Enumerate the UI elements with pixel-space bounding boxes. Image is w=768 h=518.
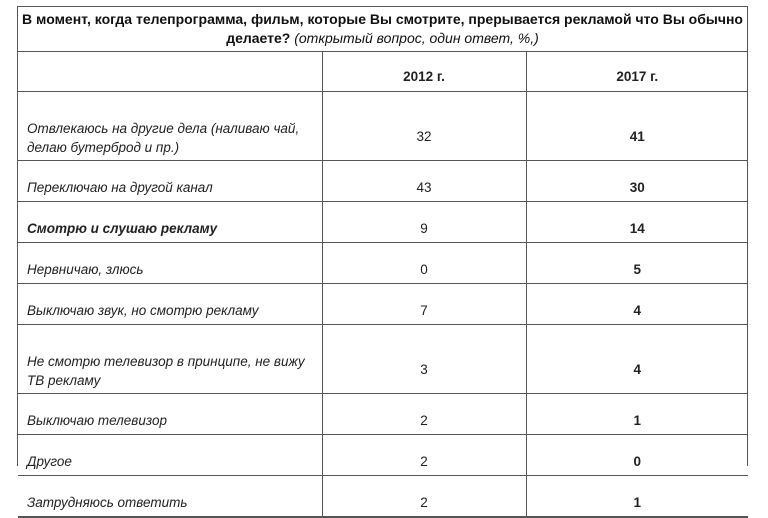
value-2017: 1 xyxy=(526,393,748,434)
value-2017: 14 xyxy=(526,201,748,242)
value-2012: 9 xyxy=(322,201,526,242)
table-title xyxy=(18,7,747,52)
value-2017: 1 xyxy=(526,475,748,517)
row-label: Выключаю телевизор xyxy=(18,393,322,434)
table-row xyxy=(18,324,748,393)
table-row xyxy=(18,201,748,242)
title-note: (открытый вопрос, один ответ, %,) xyxy=(294,30,539,46)
value-2012: 2 xyxy=(322,393,526,434)
table-row xyxy=(18,160,748,201)
header-row xyxy=(18,52,748,91)
table-row xyxy=(18,242,748,283)
value-2012: 2 xyxy=(322,434,526,475)
table-row xyxy=(18,393,748,434)
value-2012: 0 xyxy=(322,242,526,283)
table-row xyxy=(18,475,748,517)
table-row xyxy=(18,434,748,475)
value-2012: 32 xyxy=(322,91,526,160)
row-label: Не смотрю телевизор в принципе, не вижу ТВ рекламу xyxy=(18,324,322,393)
row-label: Отвлекаюсь на другие дела (наливаю чай, делаю бутерброд и пр.) xyxy=(18,91,322,160)
title-question: В момент, когда телепрограмма, фильм, которые Вы смотрите, прерывается рекламой что Вы обычно делаете? xyxy=(22,11,743,46)
value-2012: 7 xyxy=(322,283,526,324)
value-2017: 41 xyxy=(526,91,748,160)
row-label: Выключаю звук, но смотрю рекламу xyxy=(18,283,322,324)
header-empty xyxy=(18,52,322,91)
row-label: Нервничаю, злюсь xyxy=(18,242,322,283)
header-2012: 2012 г. xyxy=(322,52,526,91)
value-2017: 5 xyxy=(526,242,748,283)
value-2012: 43 xyxy=(322,160,526,201)
value-2017: 4 xyxy=(526,283,748,324)
value-2017: 4 xyxy=(526,324,748,393)
value-2017: 30 xyxy=(526,160,748,201)
row-label: Переключаю на другой канал xyxy=(18,160,322,201)
value-2012: 2 xyxy=(322,475,526,517)
row-label: Затрудняюсь ответить xyxy=(18,475,322,517)
header-2017: 2017 г. xyxy=(526,52,748,91)
row-label: Смотрю и слушаю рекламу xyxy=(18,201,322,242)
value-2012: 3 xyxy=(322,324,526,393)
row-label: Другое xyxy=(18,434,322,475)
table-row xyxy=(18,283,748,324)
survey-table xyxy=(17,6,748,510)
table-row xyxy=(18,91,748,160)
value-2017: 0 xyxy=(526,434,748,475)
data-table xyxy=(18,52,748,518)
